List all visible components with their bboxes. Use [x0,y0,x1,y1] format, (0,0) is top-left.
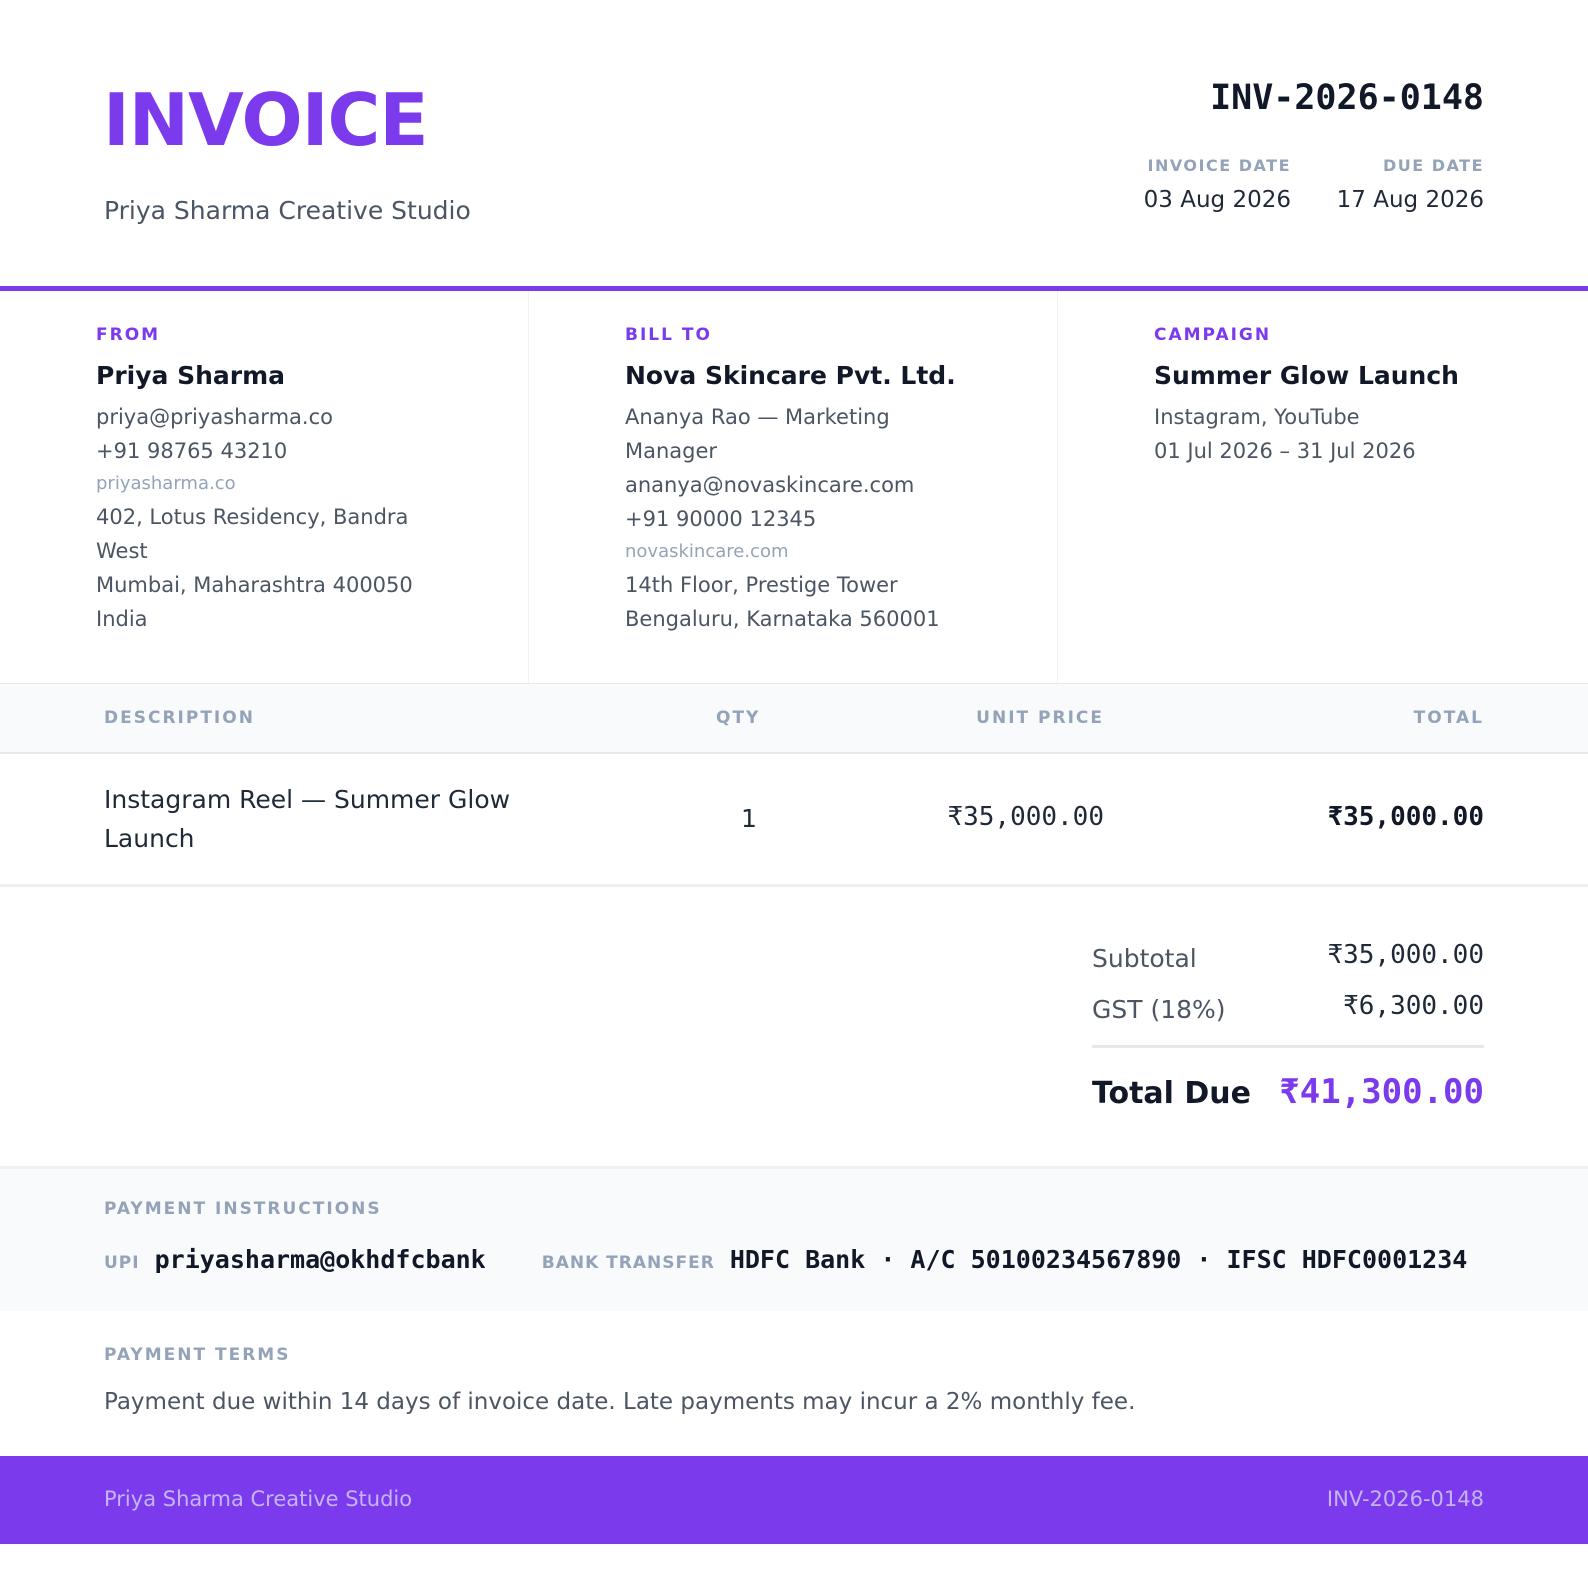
campaign-period: 01 Jul 2026 – 31 Jul 2026 [1154,439,1416,463]
due-date: 17 Aug 2026 [1336,187,1484,213]
parties-section [0,291,1588,685]
upi-id: priyasharma@okhdfcbank [154,1245,486,1274]
campaign-platforms: Instagram, YouTube [1154,405,1360,429]
payment-instructions [0,1166,1588,1311]
from-country: India [96,607,148,631]
item-description: Instagram Reel — Summer Glow Launch [104,785,511,853]
from-name: Priya Sharma [96,361,286,390]
due-date-label: DUE DATE [1382,156,1484,175]
bill-to-phone: +91 90000 12345 [625,507,817,531]
from-phone: +91 98765 43210 [96,439,288,463]
subtotal-value: ₹35,000.00 [1327,940,1484,970]
campaign-name: Summer Glow Launch [1154,361,1459,390]
payment-instructions-label: PAYMENT INSTRUCTIONS [104,1199,382,1219]
studio-name: Priya Sharma Creative Studio [104,196,471,225]
item-qty: 1 [741,804,757,833]
invoice-date: 03 Aug 2026 [1143,187,1291,213]
tax-label: GST (18%) [1092,995,1226,1024]
bill-to-email: ananya@novaskincare.com [625,473,915,497]
item-total: ₹35,000.00 [1327,802,1484,832]
table-header [0,684,1588,754]
bill-to-address-line2: Bengaluru, Karnataka 560001 [625,607,940,631]
campaign-block [1058,291,1587,683]
from-address-line2: Mumbai, Maharashtra 400050 [96,573,413,597]
summary-divider [1092,1045,1484,1048]
from-address-line1: 402, Lotus Residency, Bandra West [96,505,409,563]
due-date-block [1337,156,1484,213]
column-total: TOTAL [1413,708,1484,728]
payment-details [104,1245,1467,1274]
bill-to-website: novaskincare.com [625,541,789,562]
total-due-label: Total Due [1092,1076,1252,1111]
invoice-date-block [1144,156,1291,213]
footer-studio: Priya Sharma Creative Studio [104,1487,413,1511]
from-block [0,291,529,683]
from-email: priya@priyasharma.co [96,405,333,429]
bill-to-name: Nova Skincare Pvt. Ltd. [625,361,956,390]
bank-details: HDFC Bank · A/C 50100234567890 · IFSC HDFC0001234 [729,1245,1468,1274]
bill-to-address-line1: 14th Floor, Prestige Tower [625,573,898,597]
bill-to-label: BILL TO [625,325,712,345]
footer [0,1456,1588,1544]
payment-terms-label: PAYMENT TERMS [104,1345,291,1365]
bank-transfer-label: BANK TRANSFER [541,1253,715,1273]
column-unit-price: UNIT PRICE [976,708,1104,728]
campaign-label: CAMPAIGN [1154,325,1272,345]
from-label: FROM [96,325,161,345]
bill-to-contact: Ananya Rao — Marketing Manager [625,405,890,463]
table-row [0,754,1588,887]
invoice-title: INVOICE [103,78,428,162]
invoice-number: INV-2026-0148 [1210,78,1484,118]
bill-to-block [529,291,1058,683]
total-due-value: ₹41,300.00 [1279,1072,1484,1112]
item-unit-price: ₹35,000.00 [947,802,1104,832]
subtotal-label: Subtotal [1092,944,1197,973]
invoice-date-label: INVOICE DATE [1147,156,1291,175]
column-description: DESCRIPTION [104,708,255,728]
invoice-header [0,0,1588,290]
tax-value: ₹6,300.00 [1343,991,1484,1021]
from-website: priyasharma.co [96,473,236,494]
payment-terms-text: Payment due within 14 days of invoice date. Late payments may incur a 2% monthly fee. [104,1389,1136,1415]
column-qty: QTY [716,708,761,728]
footer-invoice-number: INV-2026-0148 [1326,1487,1484,1511]
upi-label: UPI [104,1253,140,1273]
